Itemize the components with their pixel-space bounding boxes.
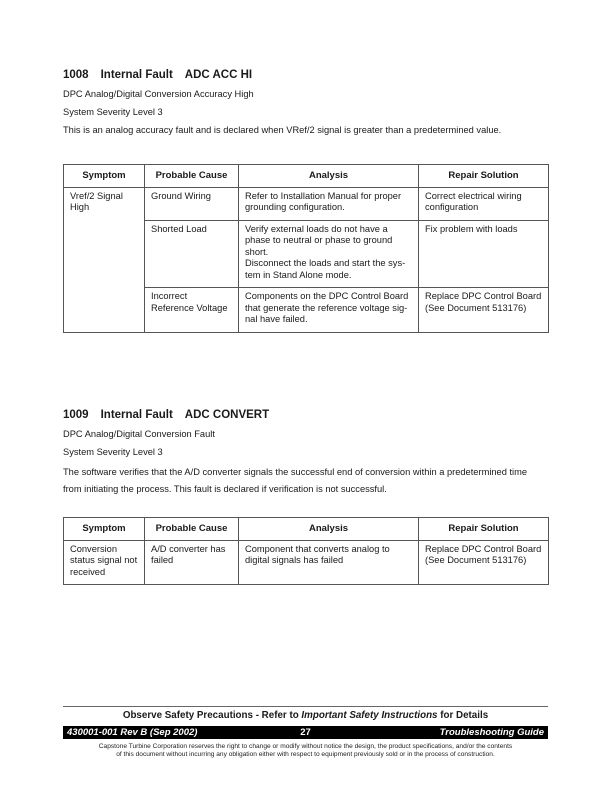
table-header-row [64,165,549,188]
table-row [64,540,549,585]
cause-cell: A/D converter has failed [145,540,239,585]
analysis-cell: Components on the DPC Control Board that generate the reference voltage sig-nal have failed. [239,288,419,333]
page-number: 27 [300,727,311,738]
header-probable-cause: Probable Cause [145,518,239,541]
solution-cell: Replace DPC Control Board (See Document 513176) [419,288,549,333]
fault-1009-table [63,517,549,585]
fault-description: DPC Analog/Digital Conversion Fault [63,429,215,439]
cause-cell: Incorrect Reference Voltage [145,288,239,333]
fault-1008-table [63,164,549,333]
fault-description: DPC Analog/Digital Conversion Accuracy High [63,89,254,99]
table-header-row [64,518,549,541]
safety-prefix: Observe Safety Precautions - Refer to [122,710,302,721]
header-analysis: Analysis [239,165,419,188]
header-symptom: Symptom [64,165,145,188]
solution-cell: Fix problem with loads [419,220,549,288]
fault-name: ADC CONVERT [184,409,270,421]
fault-detail: The software verifies that the A/D converter signals the successful end of conversion within a predetermined time from initiating the process. This fault is declared if verification is not successful. [63,467,528,494]
fault-severity: System Severity Level 3 [63,107,163,117]
header-repair-solution: Repair Solution [419,165,549,188]
solution-cell: Replace DPC Control Board (See Document 513176) [419,540,549,585]
fault-detail: This is an analog accuracy fault and is declared when VRef/2 signal is greater than a predetermined value. [63,125,502,135]
fault-code: 1008 [63,69,89,81]
fault-severity: System Severity Level 3 [63,447,163,457]
analysis-cell: Component that converts analog to digital signals has failed [239,540,419,585]
header-symptom: Symptom [64,518,145,541]
header-analysis: Analysis [239,518,419,541]
fault-1009-header [63,408,548,498]
fault-1009-title [63,408,548,422]
safety-link-text: Important Safety Instructions [301,710,438,721]
fault-code: 1009 [63,409,89,421]
fault-1008-title [63,68,548,82]
fault-1008-header [63,68,548,136]
cause-cell: Shorted Load [145,220,239,288]
solution-cell: Correct electrical wiring configuration [419,187,549,220]
disclaimer-line: of this document without incurring any obligation either with respect to equipment previously sold or in the process of construction. [116,751,495,758]
table-row [64,187,549,220]
fault-type: Internal Fault [100,69,173,81]
symptom-cell: Conversion status signal not received [64,540,145,585]
cause-cell: Ground Wiring [145,187,239,220]
header-probable-cause: Probable Cause [145,165,239,188]
analysis-cell: Verify external loads do not have a phase to neutral or phase to ground short. Disconnect the loads and start the sys-tem in Stand Alone mode. [239,220,419,288]
guide-title: Troubleshooting Guide [439,727,544,738]
analysis-cell: Refer to Installation Manual for proper grounding configuration. [239,187,419,220]
footer-rule [63,706,548,707]
fault-name: ADC ACC HI [184,69,253,81]
document-id: 430001-001 Rev B (Sep 2002) [67,727,198,738]
safety-notice [63,710,548,721]
footer-bar [63,726,548,739]
header-repair-solution: Repair Solution [419,518,549,541]
disclaimer [63,743,548,759]
symptom-cell: Vref/2 Signal High [64,187,145,332]
disclaimer-line: Capstone Turbine Corporation reserves the right to change or modify without notice the design, the product specifications, and/or the contents [98,743,513,750]
fault-type: Internal Fault [100,409,173,421]
safety-suffix: for Details [437,710,489,721]
